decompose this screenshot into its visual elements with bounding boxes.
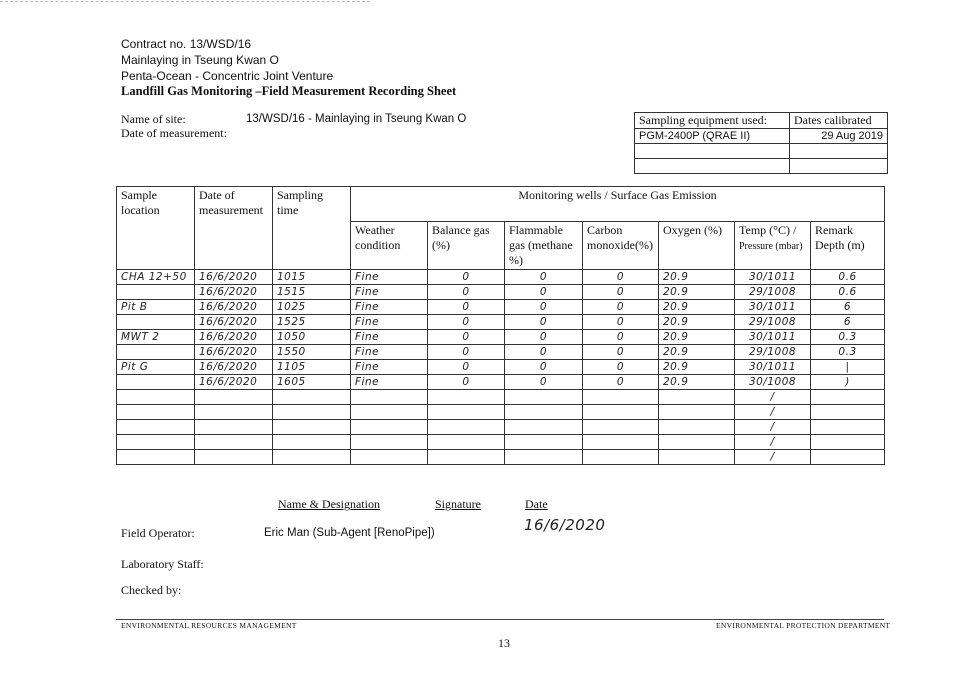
equipment-name: PGM-2400P (QRAE II): [635, 129, 790, 144]
sampling-time-cell: 1105: [273, 360, 351, 375]
equipment-row: [635, 159, 888, 174]
balance-gas-cell: 0: [428, 345, 505, 360]
temp-pressure-cell: 30/1011: [735, 330, 811, 345]
footer-right: ENVIRONMENTAL PROTECTION DEPARTMENT: [716, 621, 891, 630]
table-row: [117, 360, 885, 375]
remark-cell: 0.6: [811, 270, 885, 285]
sheet-title: Landfill Gas Monitoring –Field Measurement Recording Sheet: [121, 84, 457, 98]
weather-header: Weather condition: [351, 222, 428, 270]
sampling-time-cell: [273, 405, 351, 420]
oxygen-cell: 20.9: [659, 300, 735, 315]
temp-pressure-header: [735, 222, 811, 270]
name-designation-header: Name & Designation: [278, 497, 380, 511]
field-operator-name: Eric Man (Sub-Agent [RenoPipe]): [264, 527, 435, 539]
date-header-sign: Date: [525, 497, 548, 511]
calibration-date: [790, 144, 888, 159]
flammable-gas-cell: [505, 450, 583, 465]
oxygen-cell: [659, 450, 735, 465]
balance-gas-cell: 0: [428, 360, 505, 375]
flammable-gas-cell: 0: [505, 270, 583, 285]
table-row: [117, 300, 885, 315]
balance-gas-cell: [428, 405, 505, 420]
sample-location-cell: [117, 450, 195, 465]
scan-artifact: [0, 1, 370, 5]
date-cell: [195, 420, 273, 435]
carbon-monoxide-cell: [583, 405, 659, 420]
sample-location-cell: [117, 405, 195, 420]
field-operator-label: Field Operator:: [121, 526, 195, 540]
laboratory-staff-label: Laboratory Staff:: [121, 557, 204, 571]
carbon-monoxide-cell: [583, 435, 659, 450]
carbon-monoxide-cell: [583, 450, 659, 465]
oxygen-cell: 20.9: [659, 270, 735, 285]
oxygen-cell: [659, 390, 735, 405]
table-row: [117, 450, 885, 465]
balance-gas-cell: 0: [428, 375, 505, 390]
date-cell: 16/6/2020: [195, 300, 273, 315]
oxygen-cell: 20.9: [659, 330, 735, 345]
carbon-monoxide-cell: 0: [583, 375, 659, 390]
sampling-time-cell: 1515: [273, 285, 351, 300]
measurement-table: [116, 186, 885, 465]
weather-cell: Fine: [351, 375, 428, 390]
remark-cell: [811, 420, 885, 435]
remark-cell: [811, 435, 885, 450]
date-cell: 16/6/2020: [195, 270, 273, 285]
field-operator-date: 16/6/2020: [524, 516, 606, 534]
balance-gas-cell: 0: [428, 270, 505, 285]
table-row: [117, 330, 885, 345]
date-of-measurement-label: Date of measurement:: [121, 126, 227, 140]
sampling-time-cell: [273, 450, 351, 465]
sampling-time-cell: 1025: [273, 300, 351, 315]
temp-header: Temp (°C) /: [739, 223, 797, 237]
balance-gas-cell: 0: [428, 330, 505, 345]
calibration-date: [790, 159, 888, 174]
temp-pressure-cell: /: [735, 420, 811, 435]
signature-header: Signature: [435, 497, 481, 511]
sampling-time-cell: 1050: [273, 330, 351, 345]
remark-cell: 6: [811, 300, 885, 315]
equipment-header: Sampling equipment used:: [635, 113, 790, 129]
sample-location-cell: CHA 12+50: [117, 270, 195, 285]
balance-gas-cell: [428, 435, 505, 450]
table-row: [117, 435, 885, 450]
oxygen-cell: 20.9: [659, 360, 735, 375]
carbon-monoxide-cell: 0: [583, 360, 659, 375]
weather-cell: Fine: [351, 360, 428, 375]
remark-cell: 0.3: [811, 345, 885, 360]
flammable-gas-cell: [505, 435, 583, 450]
footer-divider: [116, 619, 884, 620]
carbon-monoxide-cell: 0: [583, 315, 659, 330]
flammable-gas-cell: 0: [505, 375, 583, 390]
table-row: [117, 390, 885, 405]
flammable-gas-cell: 0: [505, 300, 583, 315]
carbon-monoxide-cell: [583, 420, 659, 435]
balance-gas-cell: 0: [428, 315, 505, 330]
oxygen-cell: [659, 405, 735, 420]
flammable-gas-cell: 0: [505, 285, 583, 300]
temp-pressure-cell: /: [735, 405, 811, 420]
temp-pressure-cell: 30/1008: [735, 375, 811, 390]
date-header: Date of measurement: [195, 187, 273, 270]
temp-pressure-cell: /: [735, 435, 811, 450]
equipment-header-row: [635, 113, 888, 129]
date-cell: 16/6/2020: [195, 345, 273, 360]
table-row: [117, 315, 885, 330]
carbon-monoxide-cell: 0: [583, 345, 659, 360]
footer-left: ENVIRONMENTAL RESOURCES MANAGEMENT: [121, 621, 297, 630]
temp-pressure-cell: 29/1008: [735, 285, 811, 300]
project-name: Mainlaying in Tseung Kwan O: [121, 53, 279, 67]
remark-cell: [811, 450, 885, 465]
date-cell: [195, 390, 273, 405]
equipment-name: [635, 144, 790, 159]
carbon-monoxide-cell: 0: [583, 330, 659, 345]
carbon-monoxide-cell: [583, 390, 659, 405]
page-number: 13: [498, 636, 510, 650]
sample-location-header: Sample location: [117, 187, 195, 270]
calibration-date: 29 Aug 2019: [790, 129, 888, 144]
temp-pressure-cell: 30/1011: [735, 300, 811, 315]
balance-gas-cell: 0: [428, 300, 505, 315]
flammable-gas-cell: 0: [505, 345, 583, 360]
balance-gas-cell: [428, 390, 505, 405]
equipment-row: [635, 129, 888, 144]
sampling-time-cell: 1550: [273, 345, 351, 360]
temp-pressure-cell: /: [735, 390, 811, 405]
sample-location-cell: [117, 345, 195, 360]
header-row-1: [117, 187, 885, 222]
sample-location-cell: [117, 315, 195, 330]
remark-cell: 0.3: [811, 330, 885, 345]
date-cell: 16/6/2020: [195, 315, 273, 330]
table-row: [117, 345, 885, 360]
balance-gas-header: Balance gas (%): [428, 222, 505, 270]
oxygen-cell: 20.9: [659, 315, 735, 330]
sample-location-cell: Pit B: [117, 300, 195, 315]
remark-cell: [811, 390, 885, 405]
date-cell: [195, 435, 273, 450]
site-name-value: 13/WSD/16 - Mainlaying in Tseung Kwan O: [246, 113, 467, 125]
sample-location-cell: [117, 435, 195, 450]
balance-gas-cell: 0: [428, 285, 505, 300]
equipment-table: [634, 112, 888, 174]
table-body: [117, 270, 885, 465]
table-row: [117, 420, 885, 435]
flammable-gas-header: Flammable gas (methane %): [505, 222, 583, 270]
date-cell: [195, 405, 273, 420]
flammable-gas-cell: [505, 405, 583, 420]
monitoring-group-header: Monitoring wells / Surface Gas Emission: [351, 187, 885, 222]
sample-location-cell: [117, 420, 195, 435]
flammable-gas-cell: 0: [505, 360, 583, 375]
weather-cell: [351, 450, 428, 465]
temp-pressure-cell: 30/1011: [735, 270, 811, 285]
weather-cell: [351, 390, 428, 405]
temp-pressure-cell: 29/1008: [735, 345, 811, 360]
pressure-header: Pressure (mbar): [739, 241, 803, 252]
equipment-row: [635, 144, 888, 159]
flammable-gas-cell: 0: [505, 330, 583, 345]
sampling-time-cell: 1015: [273, 270, 351, 285]
contractor-name: Penta-Ocean - Concentric Joint Venture: [121, 69, 334, 83]
carbon-monoxide-cell: 0: [583, 270, 659, 285]
carbon-monoxide-cell: 0: [583, 300, 659, 315]
table-row: [117, 375, 885, 390]
flammable-gas-cell: 0: [505, 315, 583, 330]
equipment-name: [635, 159, 790, 174]
weather-cell: Fine: [351, 345, 428, 360]
weather-cell: Fine: [351, 285, 428, 300]
oxygen-header: Oxygen (%): [659, 222, 735, 270]
temp-pressure-cell: 29/1008: [735, 315, 811, 330]
sampling-time-header: Sampling time: [273, 187, 351, 270]
temp-pressure-cell: 30/1011: [735, 360, 811, 375]
oxygen-cell: [659, 420, 735, 435]
balance-gas-cell: [428, 450, 505, 465]
weather-cell: Fine: [351, 300, 428, 315]
balance-gas-cell: [428, 420, 505, 435]
weather-cell: [351, 435, 428, 450]
flammable-gas-cell: [505, 390, 583, 405]
weather-cell: Fine: [351, 270, 428, 285]
remark-cell: |: [811, 360, 885, 375]
site-name-label: Name of site:: [121, 112, 186, 126]
sample-location-cell: [117, 390, 195, 405]
sample-location-cell: Pit G: [117, 360, 195, 375]
remark-cell: [811, 405, 885, 420]
remark-cell: 0.6: [811, 285, 885, 300]
date-cell: 16/6/2020: [195, 360, 273, 375]
weather-cell: Fine: [351, 315, 428, 330]
sampling-time-cell: 1525: [273, 315, 351, 330]
flammable-gas-cell: [505, 420, 583, 435]
calibration-header: Dates calibrated: [790, 113, 888, 129]
sample-location-cell: [117, 285, 195, 300]
remark-cell: 6: [811, 315, 885, 330]
contract-number: Contract no. 13/WSD/16: [121, 37, 252, 51]
sampling-time-cell: 1605: [273, 375, 351, 390]
date-cell: [195, 450, 273, 465]
remark-header: Remark Depth (m): [811, 222, 885, 270]
checked-by-label: Checked by:: [121, 583, 182, 597]
table-row: [117, 405, 885, 420]
carbon-monoxide-cell: 0: [583, 285, 659, 300]
sampling-time-cell: [273, 435, 351, 450]
oxygen-cell: 20.9: [659, 285, 735, 300]
sampling-time-cell: [273, 420, 351, 435]
oxygen-cell: [659, 435, 735, 450]
weather-cell: [351, 420, 428, 435]
carbon-monoxide-header: Carbon monoxide(%): [583, 222, 659, 270]
oxygen-cell: 20.9: [659, 345, 735, 360]
table-row: [117, 285, 885, 300]
weather-cell: Fine: [351, 330, 428, 345]
temp-pressure-cell: /: [735, 450, 811, 465]
date-cell: 16/6/2020: [195, 285, 273, 300]
table-row: [117, 270, 885, 285]
weather-cell: [351, 405, 428, 420]
sample-location-cell: MWT 2: [117, 330, 195, 345]
sample-location-cell: [117, 375, 195, 390]
date-cell: 16/6/2020: [195, 375, 273, 390]
sampling-time-cell: [273, 390, 351, 405]
date-cell: 16/6/2020: [195, 330, 273, 345]
remark-cell: ): [811, 375, 885, 390]
oxygen-cell: 20.9: [659, 375, 735, 390]
